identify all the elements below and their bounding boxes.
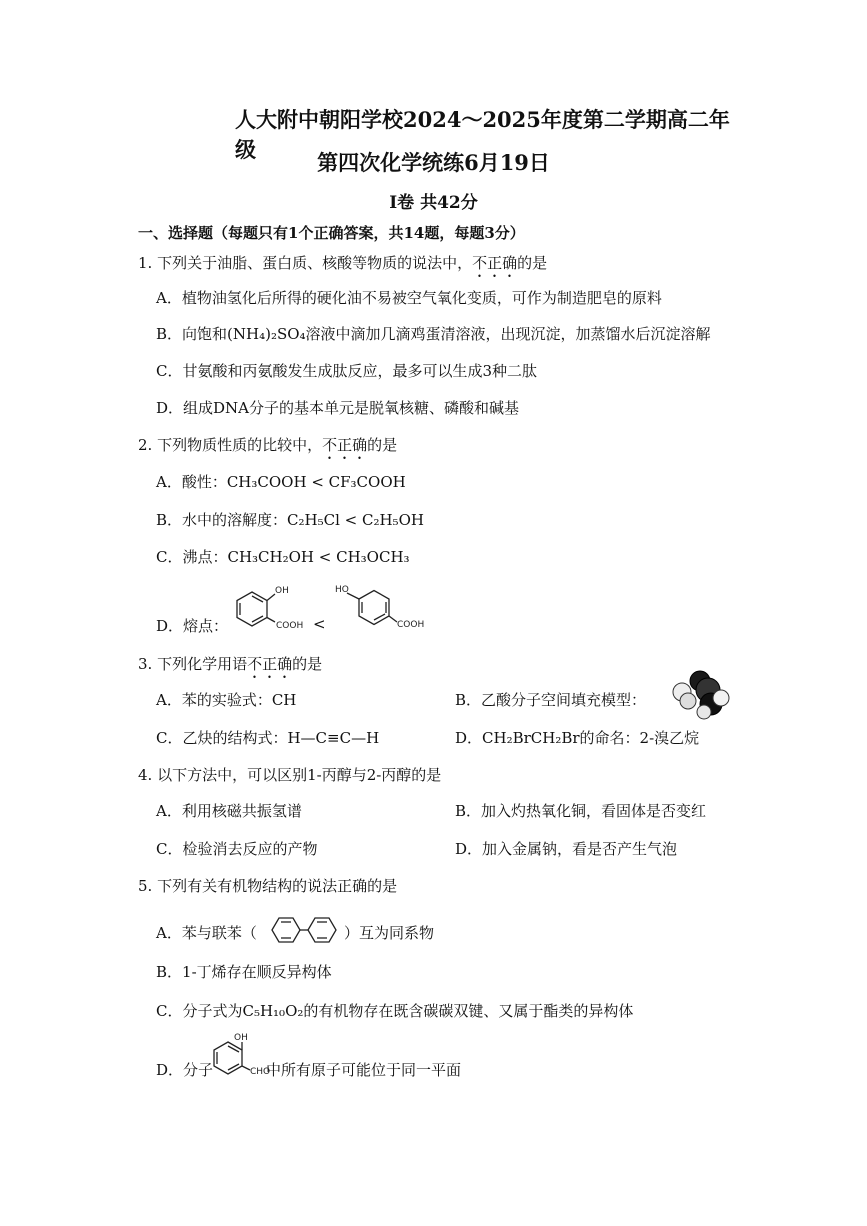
q3-stem-post: 的是 bbox=[292, 655, 323, 673]
benzene-ring bbox=[214, 1042, 242, 1074]
q1-stem-pre: 1. 下列关于油脂、蛋白质、核酸等物质的说法中， bbox=[138, 254, 473, 272]
benzene-ring bbox=[237, 592, 267, 626]
q2-stem-post: 的是 bbox=[367, 436, 398, 454]
q5-option-d-post: 中所有原子可能位于同一平面 bbox=[266, 1061, 462, 1079]
q1-option-a: A．植物油氢化后所得的硬化油不易被空气氧化变质，可作为制造肥皂的原料 bbox=[156, 289, 662, 307]
q5-option-b: B．1-丁烯存在顺反异构体 bbox=[156, 963, 332, 981]
section-heading: 一、选择题（每题只有1个正确答案，共14题，每题3分） bbox=[138, 224, 525, 242]
q2-option-b: B．水中的溶解度：C₂H₅Cl < C₂H₅OH bbox=[156, 511, 424, 529]
q3-option-c: C．乙炔的结构式：H—C≡C—H bbox=[156, 729, 380, 747]
acetic-acid-space-filling-model bbox=[668, 668, 730, 720]
q2-option-d: D．熔点： bbox=[156, 617, 229, 635]
q4-option-d: D．加入金属钠，看是否产生气泡 bbox=[455, 840, 678, 858]
q5-option-d-pre: D．分子 bbox=[156, 1061, 214, 1079]
q3-option-a: A．苯的实验式：CH bbox=[156, 691, 297, 709]
exam-title-line2: 第四次化学统练6月19日 bbox=[317, 150, 550, 175]
oh-label: OH bbox=[275, 586, 289, 596]
q1-option-b: B．向饱和(NH₄)₂SO₄溶液中滴加几滴鸡蛋清溶液，出现沉淀，加蒸馏水后沉淀溶解 bbox=[156, 325, 711, 343]
ho-label: HO bbox=[335, 585, 349, 595]
cho-label: CHO bbox=[250, 1067, 271, 1077]
cooh-label: COOH bbox=[397, 620, 425, 630]
q1-stem-emph: 不正确 bbox=[472, 254, 518, 272]
cooh-label: COOH bbox=[276, 621, 304, 631]
p-hydroxybenzoic-acid-structure bbox=[335, 582, 445, 642]
salicylic-acid-structure bbox=[228, 582, 318, 642]
q1-stem bbox=[138, 252, 547, 281]
q5-option-c: C．分子式为C₅H₁₀O₂的有机物存在既含碳碳双键、又属于酯类的异构体 bbox=[156, 1002, 634, 1020]
q2-option-c: C．沸点：CH₃CH₂OH < CH₃OCH₃ bbox=[156, 548, 410, 566]
q3-stem bbox=[138, 653, 322, 682]
biphenyl-structure bbox=[268, 913, 340, 947]
q2-stem bbox=[138, 434, 397, 463]
part-label: I卷 共42分 bbox=[389, 193, 478, 213]
q4-option-b: B．加入灼热氧化铜，看固体是否变红 bbox=[455, 802, 707, 820]
q1-stem-post: 的是 bbox=[517, 254, 548, 272]
q3-stem-pre: 3. 下列化学用语 bbox=[138, 655, 248, 673]
q2-option-a: A．酸性：CH₃COOH < CF₃COOH bbox=[156, 473, 406, 491]
q4-option-a: A．利用核磁共振氢谱 bbox=[156, 802, 302, 820]
q2-less-than: < bbox=[313, 615, 326, 633]
q4-stem: 4. 以下方法中，可以区别1-丙醇与2-丙醇的是 bbox=[138, 766, 442, 784]
q1-option-c: C．甘氨酸和丙氨酸发生成肽反应，最多可以生成3种二肽 bbox=[156, 362, 538, 380]
q2-stem-pre: 2. 下列物质性质的比较中， bbox=[138, 436, 323, 454]
q3-stem-emph: 不正确 bbox=[247, 655, 293, 673]
exam-title-line1: 人大附中朝阳学校2024～2025年度第二学期高二年级 bbox=[235, 107, 730, 162]
q5-option-a-pre: A．苯与联苯（ bbox=[156, 924, 257, 942]
q1-option-d: D．组成DNA分子的基本单元是脱氧核糖、磷酸和碱基 bbox=[156, 399, 520, 417]
q5-option-a-post: ）互为同系物 bbox=[344, 924, 435, 942]
q3-option-d: D．CH₂BrCH₂Br的命名：2-溴乙烷 bbox=[455, 729, 700, 747]
q2-stem-emph: 不正确 bbox=[322, 436, 368, 454]
q4-option-c: C．检验消去反应的产物 bbox=[156, 840, 318, 858]
q5-stem: 5. 下列有关有机物结构的说法正确的是 bbox=[138, 877, 398, 895]
q3-option-b: B．乙酸分子空间填充模型： bbox=[455, 691, 647, 709]
oh-label: OH bbox=[234, 1033, 248, 1043]
